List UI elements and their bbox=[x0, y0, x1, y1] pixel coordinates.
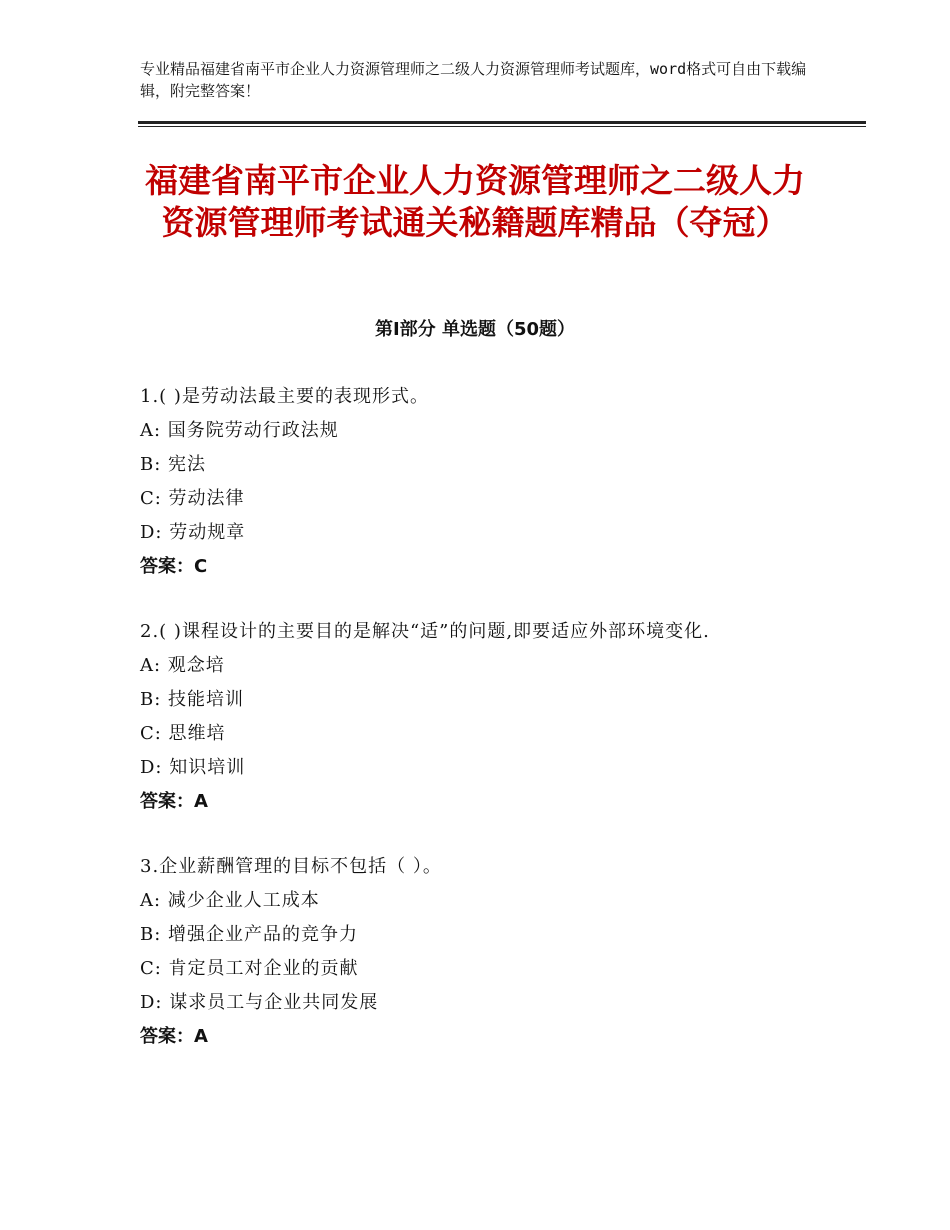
header-note: 专业精品福建省南平市企业人力资源管理师之二级人力资源管理师考试题库，word格式可自由下载编辑，附完整答案！ bbox=[140, 60, 807, 100]
question-1 bbox=[140, 380, 810, 584]
section-heading: 第Ⅰ部分 单选题（50题） bbox=[374, 319, 575, 340]
answer: 答案：C bbox=[140, 556, 208, 577]
header-rule-thin bbox=[138, 126, 866, 127]
option-d: D: 劳动规章 bbox=[140, 522, 246, 543]
question-2 bbox=[140, 615, 810, 819]
header-rule-thick bbox=[138, 121, 866, 124]
question-stem: 1.( )是劳动法最主要的表现形式。 bbox=[140, 386, 429, 407]
option-c: C: 劳动法律 bbox=[140, 488, 245, 509]
option-a: A: 国务院劳动行政法规 bbox=[140, 420, 339, 441]
option-b: B: 增强企业产品的竞争力 bbox=[140, 924, 359, 945]
option-c: C: 肯定员工对企业的贡献 bbox=[140, 958, 359, 979]
answer: 答案：A bbox=[140, 1026, 208, 1047]
document-title: 福建省南平市企业人力资源管理师之二级人力资源管理师考试通关秘籍题库精品（夺冠） bbox=[145, 161, 805, 242]
option-b: B: 宪法 bbox=[140, 454, 207, 475]
option-d: D: 知识培训 bbox=[140, 757, 246, 778]
answer: 答案：A bbox=[140, 791, 208, 812]
question-3 bbox=[140, 850, 810, 1054]
option-a: A: 减少企业人工成本 bbox=[140, 890, 320, 911]
question-stem: 2.( )课程设计的主要目的是解决“适”的问题,即要适应外部环境变化. bbox=[140, 621, 710, 642]
option-c: C: 思维培 bbox=[140, 723, 226, 744]
question-list bbox=[140, 380, 810, 1085]
question-stem: 3.企业薪酬管理的目标不包括（ ）。 bbox=[140, 856, 442, 877]
option-b: B: 技能培训 bbox=[140, 689, 245, 710]
option-d: D: 谋求员工与企业共同发展 bbox=[140, 992, 379, 1013]
option-a: A: 观念培 bbox=[140, 655, 225, 676]
